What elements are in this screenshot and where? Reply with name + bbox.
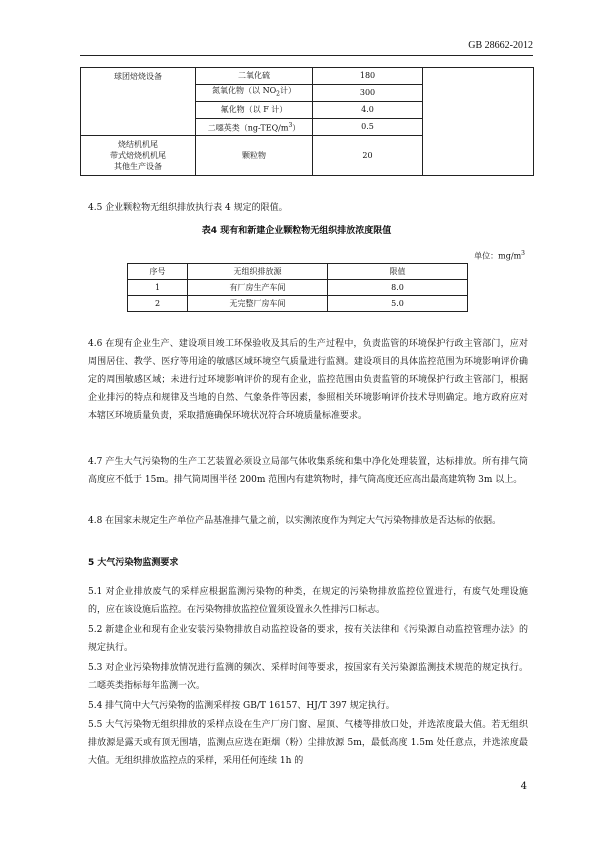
table4-caption: 表4 现有和新建企业颗粒物无组织排放浓度限值 [201, 226, 392, 236]
table-cell: 无完整厂房车间 [188, 296, 328, 312]
pollutant-cell: 氟化物（以 F 计） [196, 102, 313, 119]
pollutant-cell: 氮氧化物（以 $NO_2$计） [196, 85, 313, 102]
blank-cell [423, 68, 534, 176]
header-rule [80, 55, 533, 56]
clause-5-4: 5.4 排气筒中大气污染物的监测采样按 GB/T 16157、HJ/T 397 规定执行。 [88, 701, 395, 711]
limit-cell: 0.5 [313, 119, 423, 136]
page-number: 4 [520, 781, 527, 792]
section-5-title: 5 大气污染物监测要求 [88, 558, 179, 568]
table-cell: 有厂房生产车间 [188, 280, 328, 296]
table-row [81, 68, 534, 85]
limit-cell: 300 [313, 85, 423, 102]
standard-code: GB 28662-2012 [468, 40, 533, 51]
table-cell: 8.0 [328, 280, 468, 296]
limit-cell: 20 [313, 136, 423, 176]
clause-4-5: 4.5 企业颗粒物无组织排放执行表 4 规定的限值。 [88, 203, 288, 213]
limit-cell: 4.0 [313, 102, 423, 119]
clause-4-7: 4.7 产生大气污染物的生产工艺装置必须设立局部气体收集系统和集中净化处理装置，达标排放。所有排气筒高度应不低于 15m。排气筒周围半径 200m 范围内有建筑物时，排气筒高度还应高出最高建筑物 3m 以上。 [88, 457, 528, 485]
table-row [128, 296, 468, 312]
clause-5-5: 5.5 大气污染物无组织排放的采样点设在生产厂房门窗、屋顶、气楼等排放口处，并选浓度最大值。若无组织排放源是露天或有顶无围墙，监测点应选在距烟（粉）尘排放源 5m，最低高度 1.5m 处任意点，并选浓度最大值。无组织排放监控点的采样，采用任何连续 1h 的 [88, 720, 528, 766]
pollutant-cell: 二氧化硫 [196, 68, 313, 85]
table-cell: 2 [128, 296, 188, 312]
pollutant-cell: 二噁英类$(ng-TEQ/m^3)$ [196, 119, 313, 136]
clause-4-6: 4.6 在现有企业生产、建设项目竣工环保验收及其后的生产过程中，负责监管的环境保护行政主管部门，应对周围居住、教学、医疗等用途的敏感区域环境空气质量进行监测。建设项目的具体监控范围为环境影响评价确定的周围敏感区域；未进行过环境影响评价的现有企业，监控范围由负责监管的环境保护行政主管部门，根据企业排污的特点和规律及当地的自然、气象条件等因素，参照相关环境影响评价技术导则确定。地方政府应对本辖区环境质量负责，采取措施确保环境状况符合环境质量标准要求。 [88, 339, 528, 421]
table-row [128, 280, 468, 296]
source-cell: 球团焙烧设备 [81, 68, 196, 136]
table-header-row [128, 264, 468, 280]
clause-5-2: 5.2 新建企业和现有企业安装污染物排放自动监控设备的要求，按有关法律和《污染源自动监控管理办法》的规定执行。 [88, 625, 528, 653]
column-header: 限值 [328, 264, 468, 280]
limit-cell: 180 [313, 68, 423, 85]
table4-unit: 单位：$mg/m^3$ [474, 250, 525, 261]
source-cell: 烧结机机尾 带式焙烧机机尾 其他生产设备 [81, 136, 196, 176]
clause-5-3: 5.3 对企业污染物排放情况进行监测的频次、采样时间等要求，按国家有关污染源监测技术规范的规定执行。二噁英类指标每年监测一次。 [88, 663, 528, 691]
table-cell: 1 [128, 280, 188, 296]
column-header: 无组织排放源 [188, 264, 328, 280]
table4 [127, 263, 468, 312]
pollutant-cell: 颗粒物 [196, 136, 313, 176]
clause-5-1: 5.1 对企业排放废气的采样应根据监测污染物的种类，在规定的污染物排放监控位置进行，有废气处理设施的，应在该设施后监控。在污染物排放监控位置须设置永久性排污口标志。 [88, 587, 528, 615]
column-header: 序号 [128, 264, 188, 280]
clause-4-8: 4.8 在国家未规定生产单位产品基准排气量之前，以实测浓度作为判定大气污染物排放是否达标的依据。 [88, 516, 502, 526]
table-cell: 5.0 [328, 296, 468, 312]
continued-emission-limit-table [80, 67, 534, 176]
